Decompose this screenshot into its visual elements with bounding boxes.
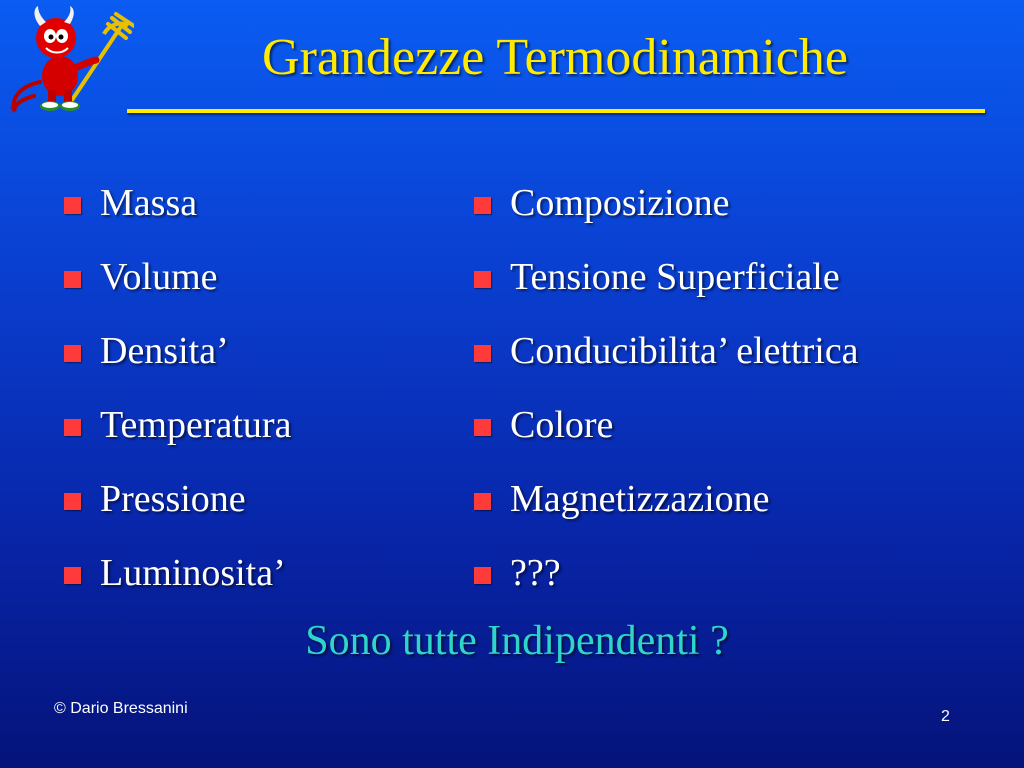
list-item-label: Luminosita’	[100, 552, 286, 594]
list-item	[474, 166, 859, 240]
bullet-square-icon	[474, 567, 491, 584]
bullet-square-icon	[64, 493, 81, 510]
right-bullet-list	[474, 166, 859, 610]
bullet-square-icon	[64, 345, 81, 362]
list-item-label: Colore	[510, 404, 614, 446]
bullet-square-icon	[64, 271, 81, 288]
list-item-label: Composizione	[510, 182, 730, 224]
list-item	[474, 536, 859, 610]
bullet-square-icon	[64, 567, 81, 584]
left-bullet-list	[64, 166, 291, 610]
list-item	[64, 462, 291, 536]
list-item-label: Densita’	[100, 330, 229, 372]
bullet-square-icon	[474, 271, 491, 288]
list-item-label: Magnetizzazione	[510, 478, 770, 520]
list-item-label: ???	[510, 552, 561, 594]
list-item-label: Volume	[100, 256, 218, 298]
list-item-label: Conducibilita’ elettrica	[510, 330, 859, 372]
list-item	[474, 240, 859, 314]
list-item	[474, 388, 859, 462]
list-item-label: Tensione Superficiale	[510, 256, 840, 298]
title-underline	[127, 109, 985, 113]
list-item	[64, 166, 291, 240]
list-item	[474, 462, 859, 536]
list-item	[64, 240, 291, 314]
closing-question: Sono tutte Indipendenti ?	[305, 618, 729, 664]
bullet-square-icon	[474, 493, 491, 510]
bullet-square-icon	[64, 197, 81, 214]
list-item-label: Pressione	[100, 478, 246, 520]
slide-title: Grandezze Termodinamiche	[262, 29, 848, 86]
list-item	[64, 388, 291, 462]
list-item	[474, 314, 859, 388]
bullet-square-icon	[474, 197, 491, 214]
page-number: 2	[941, 708, 950, 725]
footer-copyright: © Dario Bressanini	[54, 700, 188, 717]
bullet-square-icon	[474, 345, 491, 362]
list-item	[64, 314, 291, 388]
list-item	[64, 536, 291, 610]
devil-mascot-icon	[4, 4, 134, 114]
bullet-square-icon	[474, 419, 491, 436]
list-item-label: Massa	[100, 182, 198, 224]
list-item-label: Temperatura	[100, 404, 292, 446]
bullet-square-icon	[64, 419, 81, 436]
